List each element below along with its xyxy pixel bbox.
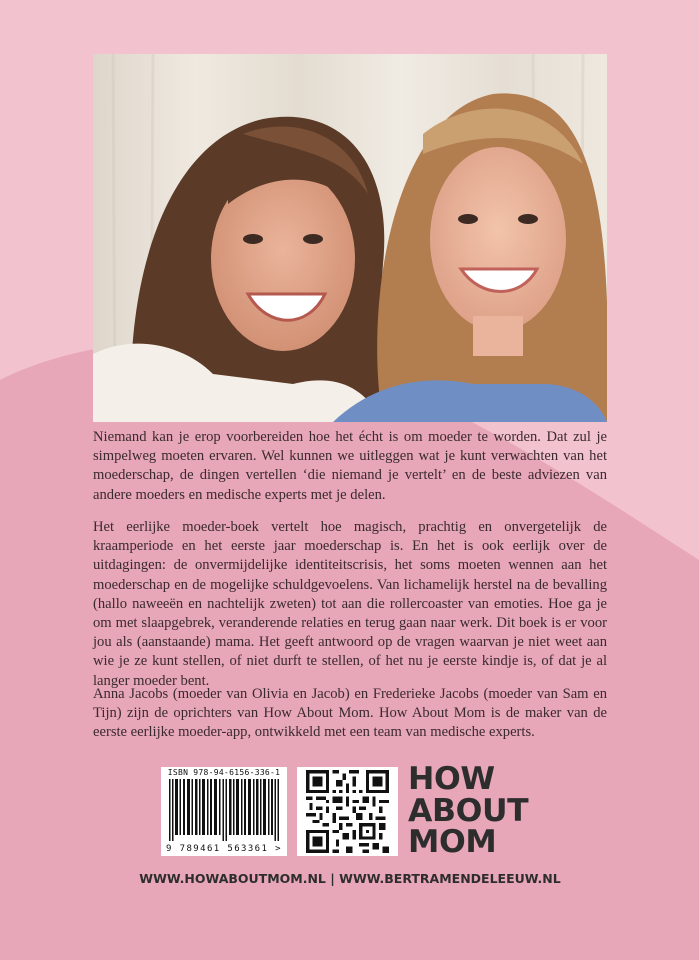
- isbn-number: 9 789461 563361 >: [166, 844, 282, 854]
- intro-paragraph: Niemand kan je erop voorbereiden hoe het écht is om moeder te worden. Dat zul je simpelweg moeten ervaren. Wel kunnen we uitleggen wat je kunt verwachten van het moederschap, de dingen vertellen ‘die niemand je vertelt’ en de beste adviezen van andere moeders en medische experts met je delen.: [93, 429, 607, 503]
- website-links: [93, 871, 607, 886]
- qr-code: [297, 767, 398, 856]
- website-separator: |: [330, 871, 335, 886]
- authors-photo: [93, 54, 607, 422]
- logo-line-about: ABOUT: [408, 792, 529, 829]
- logo-line-mom: MOM: [408, 824, 497, 860]
- isbn-label: ISBN 978-94-6156-336-1: [167, 768, 281, 777]
- authors-paragraph: Anna Jacobs (moeder van Olivia en Jacob) en Frederieke Jacobs (moeder van Sam en Tijn) zijn de oprichters van How About Mom. How About Mom is de maker van de eerste eerlijke moeder-app, ontwikkeld met een team van medische experts.: [93, 686, 607, 741]
- website-bertramendeleeuw[interactable]: WWW.BERTRAMENDELEEUW.NL: [339, 871, 561, 886]
- logo-line-how: HOW: [408, 761, 495, 797]
- isbn-barcode: [161, 767, 287, 856]
- body-paragraph: Het eerlijke moeder-boek vertelt hoe magisch, prachtig en onvergetelijk de kraamperiode en het eerste jaar moederschap is. En het is ook eerlijk over de uitdagingen: de onvermijdelijke identiteitscrisis, het soms moeten wennen aan het moederschap en de mogelijke schuldgevoelens. Van lichamelijk herstel na de bevalling (hallo naweeën en nachtelijk zweten) tot aan die rollercoaster van emoties. Hoe ga je om met slaapgebrek, veranderende relaties en terug gaan naar werk. Dit boek is er voor jou als (aanstaande) mama. Het geeft antwoord op de vragen waarvan je niet weet aan wie je ze kunt stellen, of niet durft te stellen, of het nu je eerste kindje is, of dat je al langer moeder bent.: [93, 519, 607, 689]
- how-about-mom-logo: [408, 761, 529, 860]
- website-howaboutmom[interactable]: WWW.HOWABOUTMOM.NL: [139, 871, 326, 886]
- barcode-bars: [169, 779, 279, 841]
